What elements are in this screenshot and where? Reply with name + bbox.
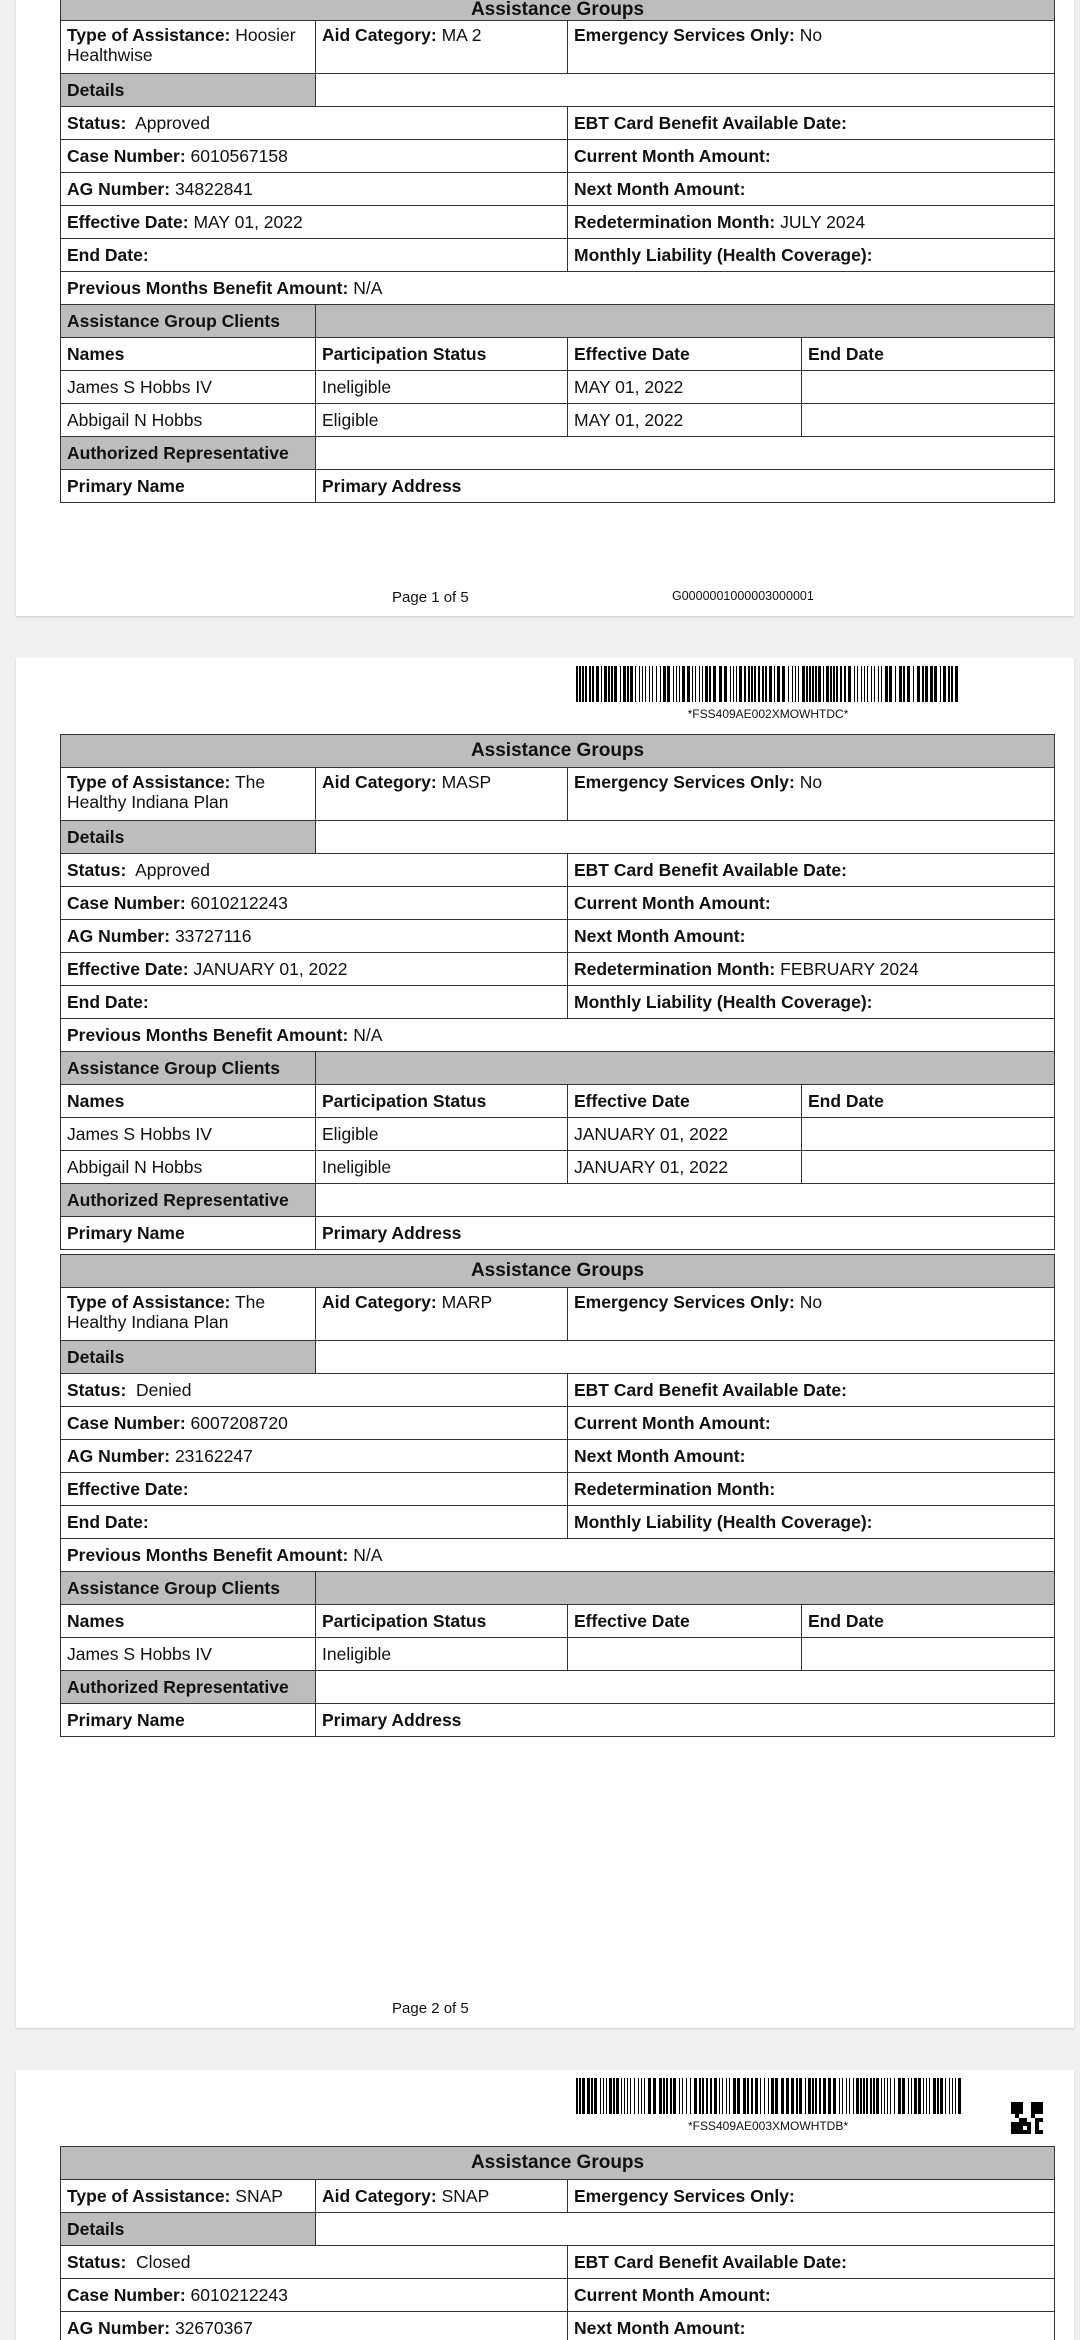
document-code: G0000001000003000001 bbox=[672, 589, 814, 603]
end-date: End Date: bbox=[61, 239, 568, 272]
current-month-amount: Current Month Amount: bbox=[568, 887, 1055, 920]
table-row: Abbigail N Hobbs Eligible MAY 01, 2022 bbox=[61, 404, 1055, 437]
redetermination-month: Redetermination Month: bbox=[568, 1473, 1055, 1506]
primary-name-label: Primary Name bbox=[61, 1704, 316, 1737]
table-row: Abbigail N Hobbs Ineligible JANUARY 01, 2022 bbox=[61, 1151, 1055, 1184]
case-number: Case Number: 6010212243 bbox=[61, 887, 568, 920]
redetermination-month: Redetermination Month: JULY 2024 bbox=[568, 206, 1055, 239]
barcode-text: *FSS409AE002XMOWHTDC* bbox=[687, 707, 849, 721]
next-month-amount: Next Month Amount: bbox=[568, 2312, 1055, 2340]
assistance-group-table bbox=[60, 1254, 1055, 1737]
aid-category: Aid Category: SNAP bbox=[316, 2180, 568, 2213]
authorized-representative-header: Authorized Representative bbox=[61, 437, 316, 470]
current-month-amount: Current Month Amount: bbox=[568, 140, 1055, 173]
authorized-representative-header: Authorized Representative bbox=[61, 1184, 316, 1217]
assistance-group-table bbox=[60, 734, 1055, 1250]
effective-date: Effective Date: bbox=[61, 1473, 568, 1506]
end-date: End Date: bbox=[61, 1506, 568, 1539]
redetermination-month: Redetermination Month: FEBRUARY 2024 bbox=[568, 953, 1055, 986]
next-month-amount: Next Month Amount: bbox=[568, 1440, 1055, 1473]
type-of-assistance: Type of Assistance: Hoosier Healthwise bbox=[61, 21, 316, 74]
case-number: Case Number: 6010212243 bbox=[61, 2279, 568, 2312]
group-title: Assistance Groups bbox=[61, 1255, 1055, 1288]
clients-header: Assistance Group Clients bbox=[61, 1572, 316, 1605]
group-title: Assistance Groups bbox=[61, 0, 1055, 21]
table-row: James S Hobbs IV Ineligible MAY 01, 2022 bbox=[61, 371, 1055, 404]
ag-number: AG Number: 33727116 bbox=[61, 920, 568, 953]
col-names: Names bbox=[61, 1085, 316, 1118]
ebt-date: EBT Card Benefit Available Date: bbox=[568, 2246, 1055, 2279]
aid-category: Aid Category: MARP bbox=[316, 1288, 568, 1341]
type-of-assistance: Type of Assistance: The Healthy Indiana Plan bbox=[61, 768, 316, 821]
col-end-date: End Date bbox=[802, 1605, 1055, 1638]
aid-category: Aid Category: MASP bbox=[316, 768, 568, 821]
col-names: Names bbox=[61, 1605, 316, 1638]
monthly-liability: Monthly Liability (Health Coverage): bbox=[568, 986, 1055, 1019]
case-number: Case Number: 6007208720 bbox=[61, 1407, 568, 1440]
ebt-date: EBT Card Benefit Available Date: bbox=[568, 107, 1055, 140]
status: Status: Approved bbox=[61, 854, 568, 887]
page-3 bbox=[16, 2070, 1074, 2340]
authorized-representative-header: Authorized Representative bbox=[61, 1671, 316, 1704]
primary-address-label: Primary Address bbox=[316, 1704, 1055, 1737]
previous-months-benefit: Previous Months Benefit Amount: N/A bbox=[61, 1019, 1055, 1052]
effective-date: Effective Date: JANUARY 01, 2022 bbox=[61, 953, 568, 986]
current-month-amount: Current Month Amount: bbox=[568, 2279, 1055, 2312]
assistance-group-table bbox=[60, 0, 1055, 503]
ebt-date: EBT Card Benefit Available Date: bbox=[568, 854, 1055, 887]
col-participation-status: Participation Status bbox=[316, 1085, 568, 1118]
emergency-services: Emergency Services Only: No bbox=[568, 768, 1055, 821]
aid-category: Aid Category: MA 2 bbox=[316, 21, 568, 74]
ag-number: AG Number: 32670367 bbox=[61, 2312, 568, 2340]
primary-address-label: Primary Address bbox=[316, 470, 1055, 503]
status: Status: Closed bbox=[61, 2246, 568, 2279]
page-1 bbox=[16, 0, 1074, 616]
assistance-group-table bbox=[60, 2146, 1055, 2340]
page-number: Page 1 of 5 bbox=[392, 589, 469, 606]
details-header: Details bbox=[61, 1341, 316, 1374]
ebt-date: EBT Card Benefit Available Date: bbox=[568, 1374, 1055, 1407]
group-title: Assistance Groups bbox=[61, 2147, 1055, 2180]
table-row: James S Hobbs IV Ineligible bbox=[61, 1638, 1055, 1671]
qr-code bbox=[1011, 2102, 1043, 2134]
barcode-text: *FSS409AE003XMOWHTDB* bbox=[687, 2119, 849, 2133]
col-end-date: End Date bbox=[802, 1085, 1055, 1118]
effective-date: Effective Date: MAY 01, 2022 bbox=[61, 206, 568, 239]
next-month-amount: Next Month Amount: bbox=[568, 920, 1055, 953]
col-effective-date: Effective Date bbox=[568, 1605, 802, 1638]
previous-months-benefit: Previous Months Benefit Amount: N/A bbox=[61, 272, 1055, 305]
col-end-date: End Date bbox=[802, 338, 1055, 371]
primary-address-label: Primary Address bbox=[316, 1217, 1055, 1250]
current-month-amount: Current Month Amount: bbox=[568, 1407, 1055, 1440]
col-effective-date: Effective Date bbox=[568, 1085, 802, 1118]
end-date: End Date: bbox=[61, 986, 568, 1019]
barcode bbox=[576, 2078, 960, 2114]
page-2 bbox=[16, 658, 1074, 2028]
previous-months-benefit: Previous Months Benefit Amount: N/A bbox=[61, 1539, 1055, 1572]
clients-header: Assistance Group Clients bbox=[61, 1052, 316, 1085]
primary-name-label: Primary Name bbox=[61, 1217, 316, 1250]
details-header: Details bbox=[61, 74, 316, 107]
table-row: James S Hobbs IV Eligible JANUARY 01, 2022 bbox=[61, 1118, 1055, 1151]
type-of-assistance: Type of Assistance: The Healthy Indiana Plan bbox=[61, 1288, 316, 1341]
group-title: Assistance Groups bbox=[61, 735, 1055, 768]
primary-name-label: Primary Name bbox=[61, 470, 316, 503]
col-participation-status: Participation Status bbox=[316, 338, 568, 371]
next-month-amount: Next Month Amount: bbox=[568, 173, 1055, 206]
type-of-assistance: Type of Assistance: SNAP bbox=[61, 2180, 316, 2213]
ag-number: AG Number: 23162247 bbox=[61, 1440, 568, 1473]
ag-number: AG Number: 34822841 bbox=[61, 173, 568, 206]
col-participation-status: Participation Status bbox=[316, 1605, 568, 1638]
clients-header: Assistance Group Clients bbox=[61, 305, 316, 338]
monthly-liability: Monthly Liability (Health Coverage): bbox=[568, 1506, 1055, 1539]
col-names: Names bbox=[61, 338, 316, 371]
case-number: Case Number: 6010567158 bbox=[61, 140, 568, 173]
monthly-liability: Monthly Liability (Health Coverage): bbox=[568, 239, 1055, 272]
emergency-services: Emergency Services Only: No bbox=[568, 1288, 1055, 1341]
status: Status: Approved bbox=[61, 107, 568, 140]
barcode bbox=[576, 666, 960, 702]
details-header: Details bbox=[61, 2213, 316, 2246]
page-number: Page 2 of 5 bbox=[392, 2000, 469, 2017]
details-header: Details bbox=[61, 821, 316, 854]
emergency-services: Emergency Services Only: bbox=[568, 2180, 1055, 2213]
status: Status: Denied bbox=[61, 1374, 568, 1407]
col-effective-date: Effective Date bbox=[568, 338, 802, 371]
emergency-services: Emergency Services Only: No bbox=[568, 21, 1055, 74]
